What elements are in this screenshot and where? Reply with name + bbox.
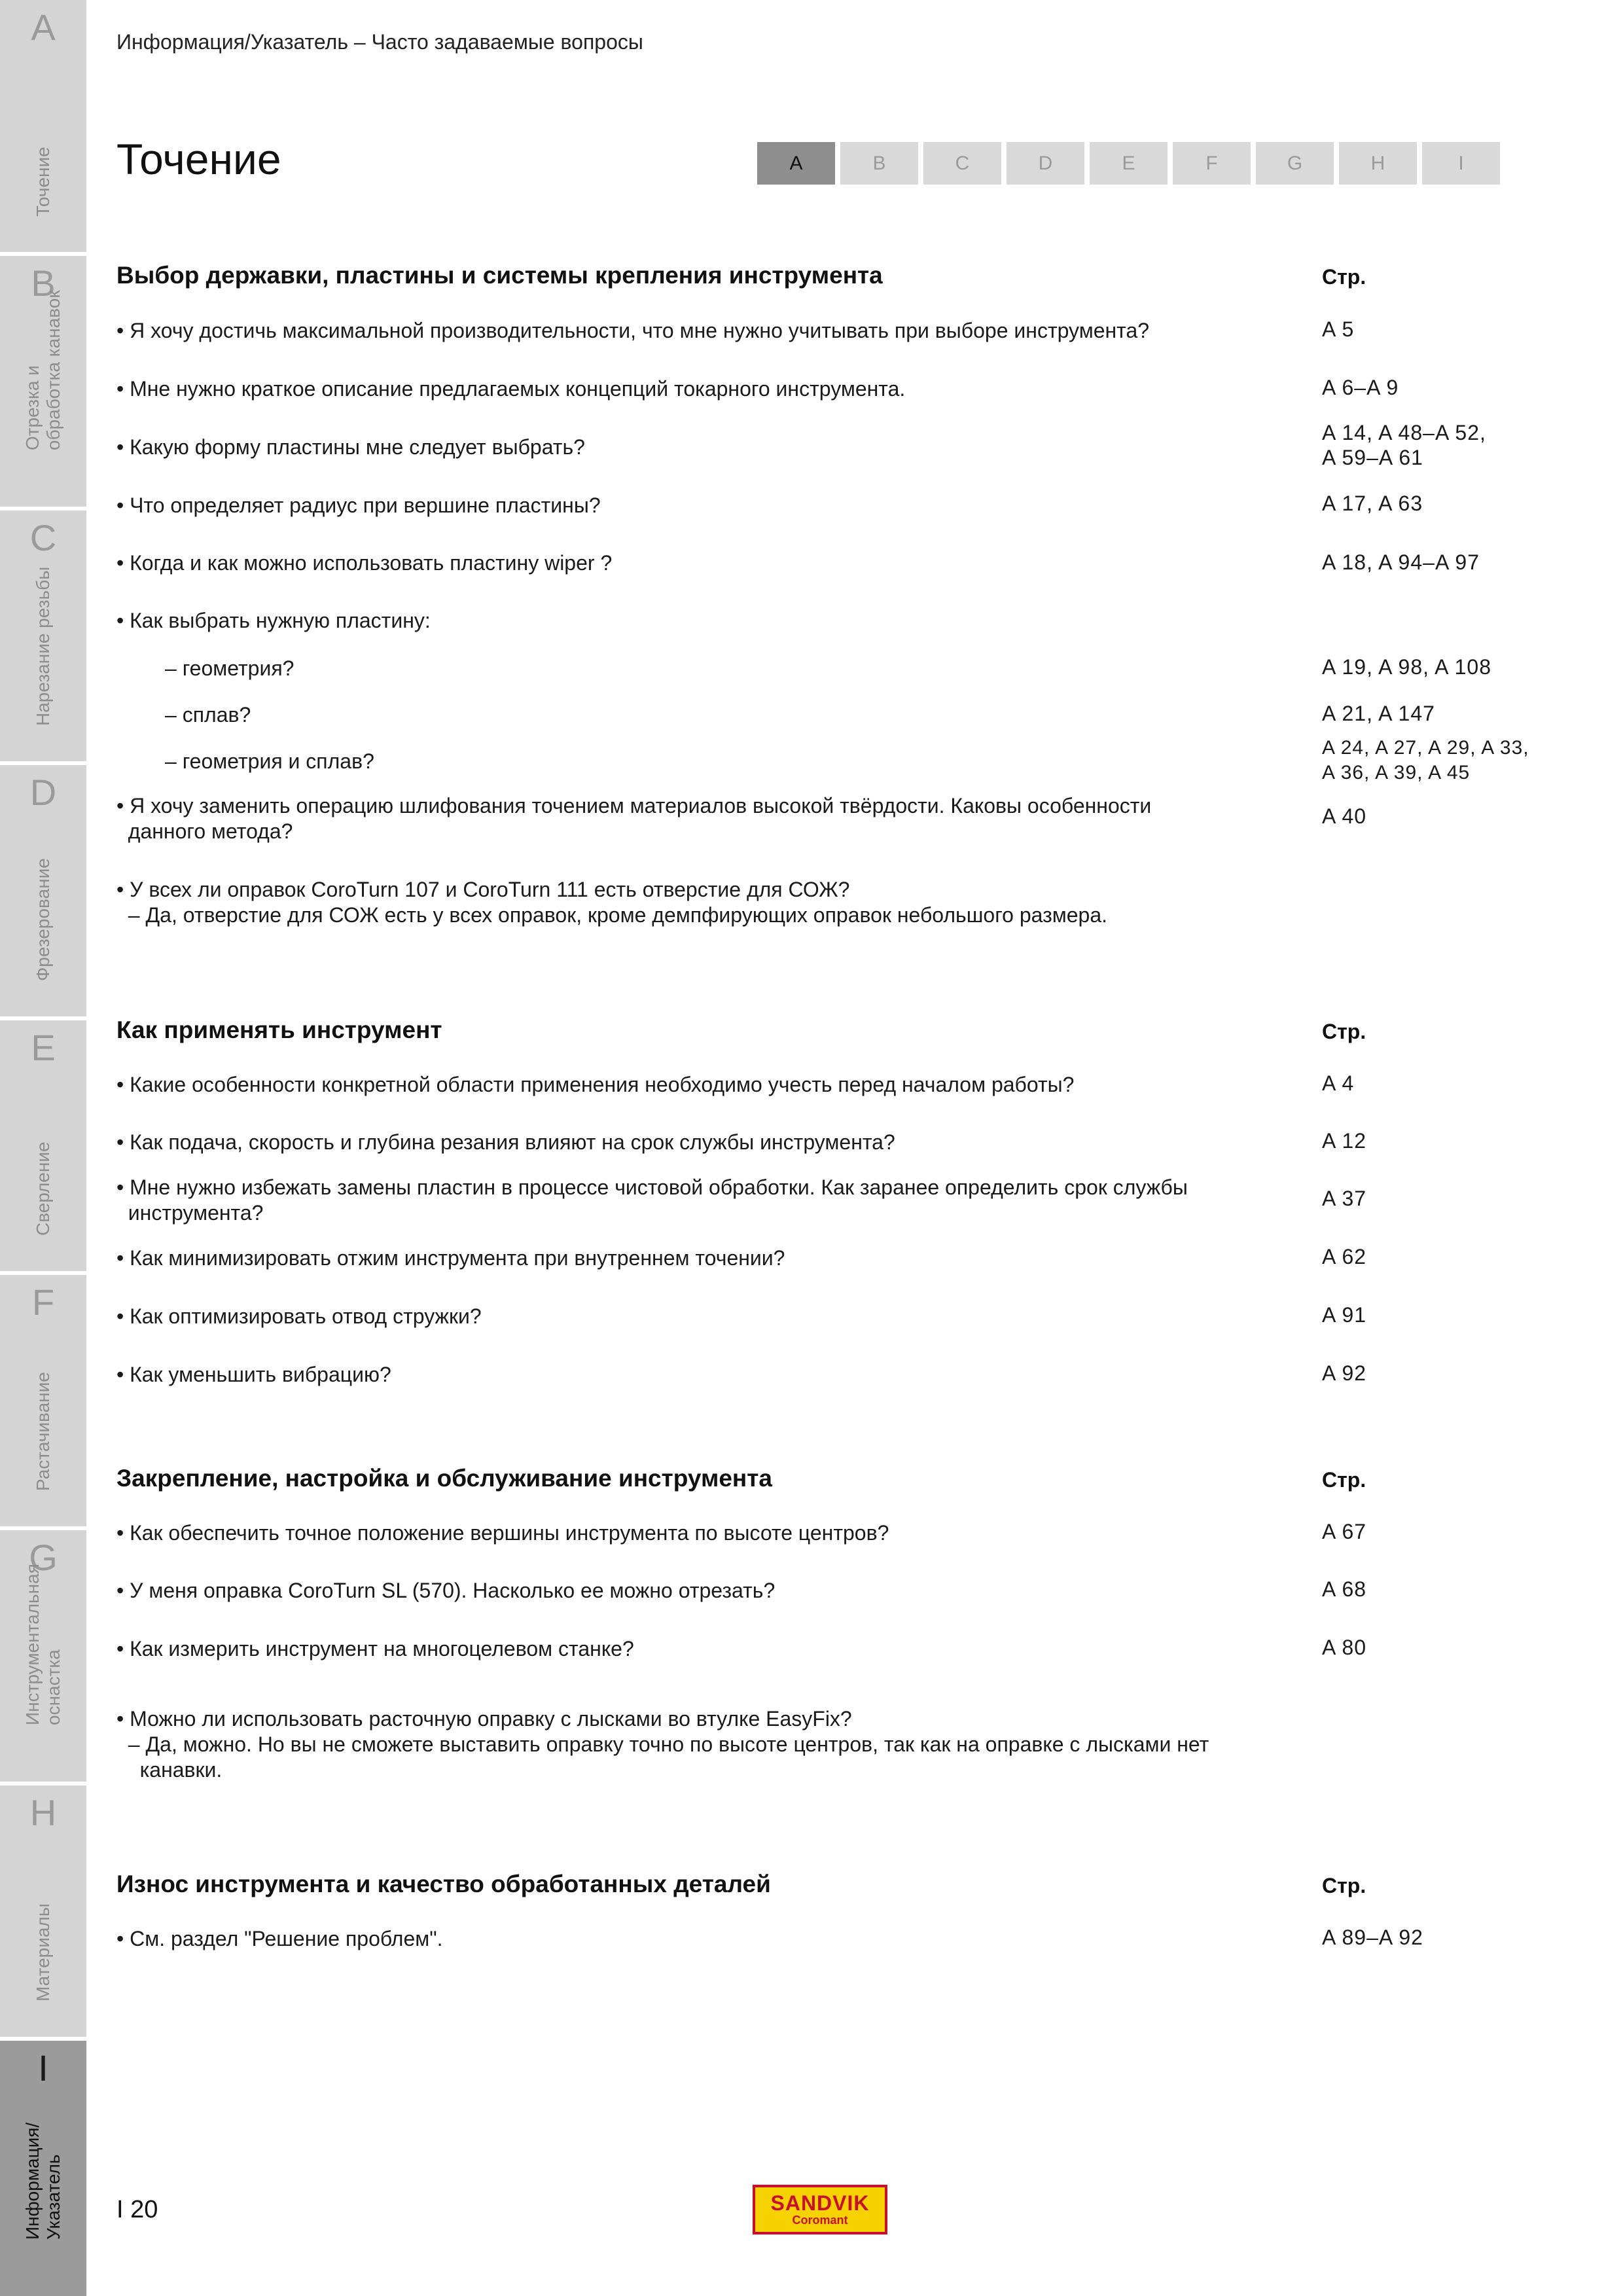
faq-question: • Как выбрать нужную пластину: (116, 609, 431, 632)
page-number: I 20 (116, 2196, 158, 2223)
page-reference[interactable]: A 19, A 98, A 108 (1322, 655, 1492, 679)
page-reference[interactable]: A 68 (1322, 1577, 1367, 1601)
letter-nav-h[interactable]: H (1339, 142, 1417, 185)
faq-question: • Мне нужно краткое описание предлагаемых концепций токарного инструмента. (116, 377, 906, 401)
page-column-heading: Стр. (1322, 265, 1366, 289)
faq-question: • Мне нужно избежать замены пластин в процессе чистовой обработки. Как заранее определить срок службы инструмента? (116, 1175, 1188, 1225)
logo-line-1: SANDVIK (770, 2191, 870, 2215)
side-tab-b[interactable] (0, 256, 86, 511)
logo-line-2: Coromant (792, 2214, 848, 2227)
side-tab-label: Сверление (33, 1141, 53, 1236)
section-heading: Закрепление, настройка и обслуживание инструмента (116, 1465, 772, 1492)
faq-question: • Я хочу достичь максимальной производительности, что мне нужно учитывать при выборе инструмента? (116, 319, 1150, 342)
page-reference[interactable]: A 62 (1322, 1245, 1367, 1268)
page-reference[interactable]: A 40 (1322, 804, 1367, 828)
side-tab-letter: H (29, 1792, 57, 1833)
letter-nav-d[interactable]: D (1007, 142, 1084, 185)
faq-question: • Как оптимизировать отвод стружки? (116, 1304, 482, 1328)
side-tab-label: Нарезание резьбы (33, 566, 53, 726)
section-heading: Выбор державки, пластины и системы крепления инструмента (116, 262, 883, 289)
faq-question: • Как минимизировать отжим инструмента при внутреннем точении? (116, 1246, 785, 1270)
side-tab-label: Точение (33, 147, 53, 217)
section-heading: Износ инструмента и качество обработанных деталей (116, 1871, 771, 1897)
faq-question: • Что определяет радиус при вершине пластины? (116, 493, 601, 517)
side-tab-h[interactable] (0, 1785, 86, 2041)
side-tab-d[interactable] (0, 765, 86, 1020)
faq-question: • Когда и как можно использовать пластину wiper ? (116, 551, 613, 575)
page-reference[interactable]: A 17, A 63 (1322, 492, 1423, 515)
page-reference[interactable]: A 14, A 48–A 52, A 59–A 61 (1322, 421, 1486, 469)
page-title: Точение (116, 135, 281, 183)
letter-nav-a[interactable]: A (757, 142, 835, 185)
page-reference[interactable]: A 18, A 94–A 97 (1322, 550, 1480, 574)
page-reference[interactable]: A 92 (1322, 1361, 1367, 1385)
side-tab-letter: I (38, 2047, 48, 2089)
letter-nav-e[interactable]: E (1090, 142, 1168, 185)
letter-nav-g[interactable]: G (1256, 142, 1334, 185)
side-tab-letter: C (29, 517, 57, 558)
side-tab-letter: E (31, 1027, 56, 1068)
page-reference[interactable]: A 12 (1322, 1129, 1367, 1153)
letter-nav (757, 142, 1500, 185)
page-column-heading: Стр. (1322, 1874, 1366, 1897)
letter-nav-i[interactable]: I (1422, 142, 1500, 185)
faq-question: • Как уменьшить вибрацию? (116, 1363, 391, 1386)
side-tab-letter: A (31, 7, 56, 48)
side-tab-g[interactable] (0, 1530, 86, 1785)
side-tab-letter: D (29, 772, 57, 813)
faq-sub-question: – сплав? (165, 703, 251, 726)
page-reference[interactable]: A 24, A 27, A 29, A 33, A 36, A 39, A 45 (1322, 737, 1529, 783)
side-tab-label: Материалы (33, 1903, 53, 2001)
running-header: Информация/Указатель – Часто задаваемые вопросы (116, 30, 643, 54)
page-reference[interactable]: A 4 (1322, 1071, 1355, 1095)
faq-question: • См. раздел "Решение проблем". (116, 1927, 443, 1950)
faq-question: • Я хочу заменить операцию шлифования точением материалов высокой твёрдости. Каковы особенности данного метода? (116, 794, 1152, 843)
side-tab-f[interactable] (0, 1275, 86, 1530)
letter-nav-b[interactable]: B (840, 142, 918, 185)
faq-question: • Как измерить инструмент на многоцелевом станке? (116, 1637, 634, 1660)
faq-question: • Какие особенности конкретной области применения необходимо учесть перед началом работы? (116, 1073, 1075, 1096)
page-reference[interactable]: A 5 (1322, 317, 1355, 341)
side-tab-label: Инструментальная оснастка (22, 1564, 63, 1725)
side-tab-label: Растачивание (33, 1372, 53, 1491)
side-tab-a[interactable] (0, 0, 86, 256)
section-tab-strip (0, 0, 86, 2296)
side-tab-i[interactable] (0, 2041, 86, 2296)
side-tab-label: Фрезерование (33, 858, 53, 981)
page-reference[interactable]: A 89–A 92 (1322, 1926, 1423, 1949)
faq-question-with-answer: • У всех ли оправок CoroTurn 107 и CoroTurn 111 есть отверстие для СОЖ? – Да, отверстие для СОЖ есть у всех оправок, кроме демпфирующих оправок небольшого размера. (116, 878, 1108, 927)
section-heading: Как применять инструмент (116, 1016, 442, 1043)
side-tab-letter: G (29, 1537, 58, 1578)
side-tab-label: Информация/ Указатель (22, 2122, 63, 2240)
faq-question: • Как обеспечить точное положение вершины инструмента по высоте центров? (116, 1521, 889, 1545)
page-reference[interactable]: A 91 (1322, 1303, 1367, 1327)
faq-question-with-answer: • Можно ли использовать расточную оправку с лысками во втулке EasyFix? – Да, можно. Но вы не сможете выставить оправку точно по высоте центров, так как на оправке с лысками нет канавки. (116, 1707, 1209, 1782)
page-reference[interactable]: A 80 (1322, 1636, 1367, 1659)
sandvik-coromant-logo (753, 2185, 887, 2234)
page-reference[interactable]: A 6–A 9 (1322, 376, 1399, 399)
letter-nav-c[interactable]: C (923, 142, 1001, 185)
page-reference[interactable]: A 21, A 147 (1322, 702, 1435, 725)
page-column-heading: Стр. (1322, 1468, 1366, 1492)
letter-nav-f[interactable]: F (1173, 142, 1251, 185)
side-tab-e[interactable] (0, 1020, 86, 1275)
faq-sub-question: – геометрия? (165, 656, 294, 680)
side-tab-letter: F (31, 1282, 55, 1323)
page-reference[interactable]: A 67 (1322, 1520, 1367, 1543)
side-tab-letter: B (31, 262, 56, 304)
faq-question: • У меня оправка CoroTurn SL (570). Насколько ее можно отрезать? (116, 1579, 776, 1602)
page-reference[interactable]: A 37 (1322, 1187, 1367, 1210)
side-tab-label: Отрезка и обработка канавок (22, 290, 63, 450)
page-column-heading: Стр. (1322, 1020, 1366, 1043)
faq-question: • Как подача, скорость и глубина резания влияют на срок службы инструмента? (116, 1130, 895, 1154)
side-tab-c[interactable] (0, 511, 86, 765)
faq-question: • Какую форму пластины мне следует выбрать? (116, 435, 585, 459)
faq-sub-question: – геометрия и сплав? (165, 749, 374, 773)
